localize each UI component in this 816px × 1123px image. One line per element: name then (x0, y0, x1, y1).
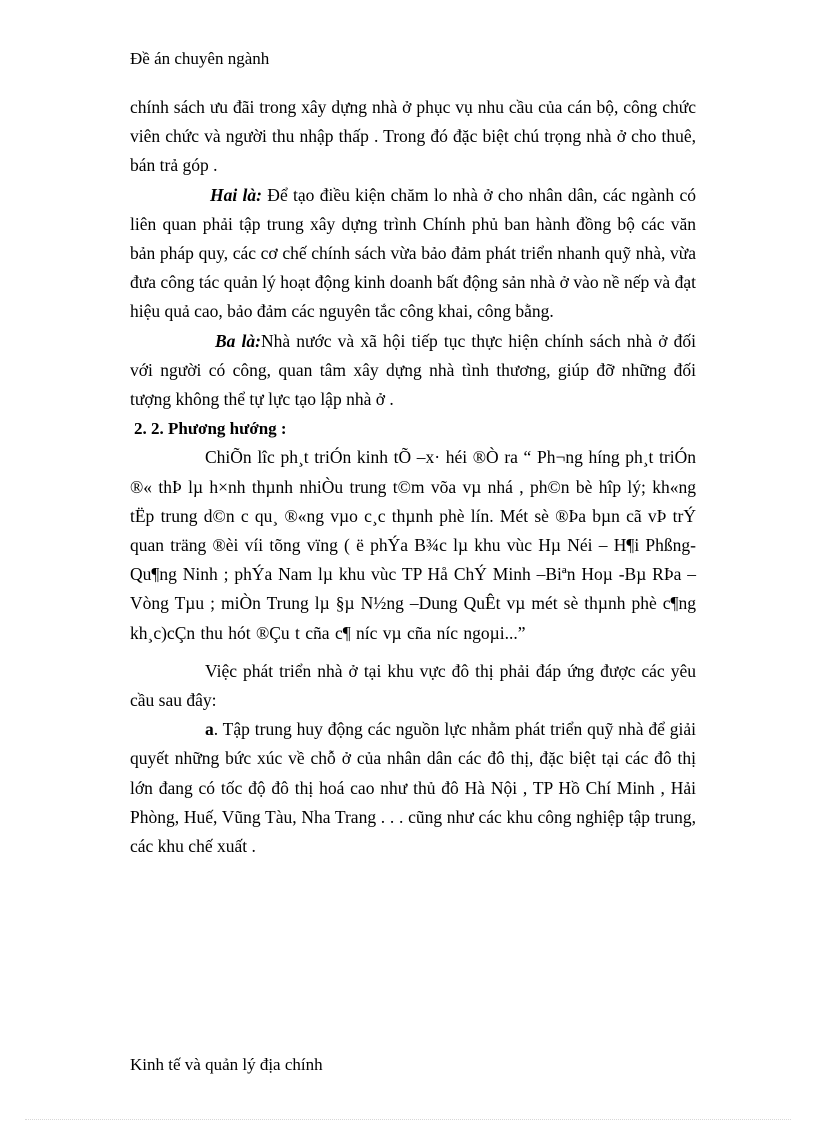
paragraph-item-a (130, 715, 696, 861)
paragraph-ba-la (130, 327, 696, 415)
text-hai-la: Để tạo điều kiện chăm lo nhà ở cho nhân dân, các ngành có liên quan phải tập trung xây dựng trình Chính phủ ban hành đồng bộ các văn bản pháp quy, các cơ chế chính sách vừa bảo đảm phát triển nhanh quỹ nhà, vừa đưa công tác quản lý hoạt động kinh doanh bất động sản nhà ở vào nề nếp và đạt hiệu quả cao, bảo đảm các nguyên tắc công khai, công bằng. (130, 184, 696, 322)
page-bottom-rule (25, 1119, 791, 1120)
section-heading: 2. 2. Phương hướng : (134, 419, 287, 439)
text-ba-la: Nhà nước và xã hội tiếp tục thực hiện chính sách nhà ở đối với người có công, quan tâm xây dựng nhà tình thương, giúp đỡ những đối tượng không thể tự lực tạo lập nhà ở . (130, 330, 696, 410)
label-hai-la: Hai là: (210, 184, 262, 205)
paragraph-hai-la (130, 181, 696, 327)
running-header: Đề án chuyên ngành (130, 49, 270, 68)
text-item-a: . Tập trung huy động các nguồn lực nhằm phát triển quỹ nhà để giải quyết những bức xúc về chỗ ở của nhân dân các đô thị, đặc biệt tại các đô thị lớn đang có tốc độ đô thị hoá cao như thủ đô Hà Nội , TP Hồ Chí Minh , Hải Phòng, Huế, Vũng Tàu, Nha Trang . . . cũng như các khu công nghiệp tập trung, các khu chế xuất . (130, 719, 696, 857)
paragraph-quoted-strategy: ChiÕn lîc ph¸t triÓn kinh tÕ –x· héi ®Ò ra “ Ph¬ng híng ph¸t triÓn ®« thÞ lµ h×nh thµnh nhiÒu trung t©m võa vµ nhá , ph©n bè hîp lý; kh«ng tËp trung d©n c qu¸ ®«ng vµo c¸c thµnh phè lín. Mét sè ®Þa bµn cã vÞ trÝ quan träng ®èi víi tõng vïng ( ë phÝa B¾c lµ khu vùc Hµ Néi – H¶i Phßng-Qu¶ng Ninh ; phÝa Nam lµ khu vùc TP Hå ChÝ Minh –Biªn Hoµ -Bµ RÞa –Vòng Tµu ; miÒn Trung lµ §µ N½ng –Dung QuÊt vµ mét sè thµnh phè c¶ng kh¸c)cÇn thu hót ®Çu t cña c¶ níc vµ cña níc ngoµi...” (130, 447, 696, 643)
paragraph-requirements: Việc phát triển nhà ở tại khu vực đô thị phải đáp ứng được các yêu cầu sau đây: (130, 660, 696, 711)
label-ba-la: Ba là: (215, 330, 261, 351)
label-item-a: a (205, 719, 214, 740)
paragraph-policy: chính sách ưu đãi trong xây dựng nhà ở phục vụ nhu cầu của cán bộ, công chức viên chức và người thu nhập thấp . Trong đó đặc biệt chú trọng nhà ở cho thuê, bán trả góp . (130, 97, 696, 176)
document-body (130, 93, 696, 861)
running-footer: Kinh tế và quản lý địa chính (130, 1055, 323, 1074)
